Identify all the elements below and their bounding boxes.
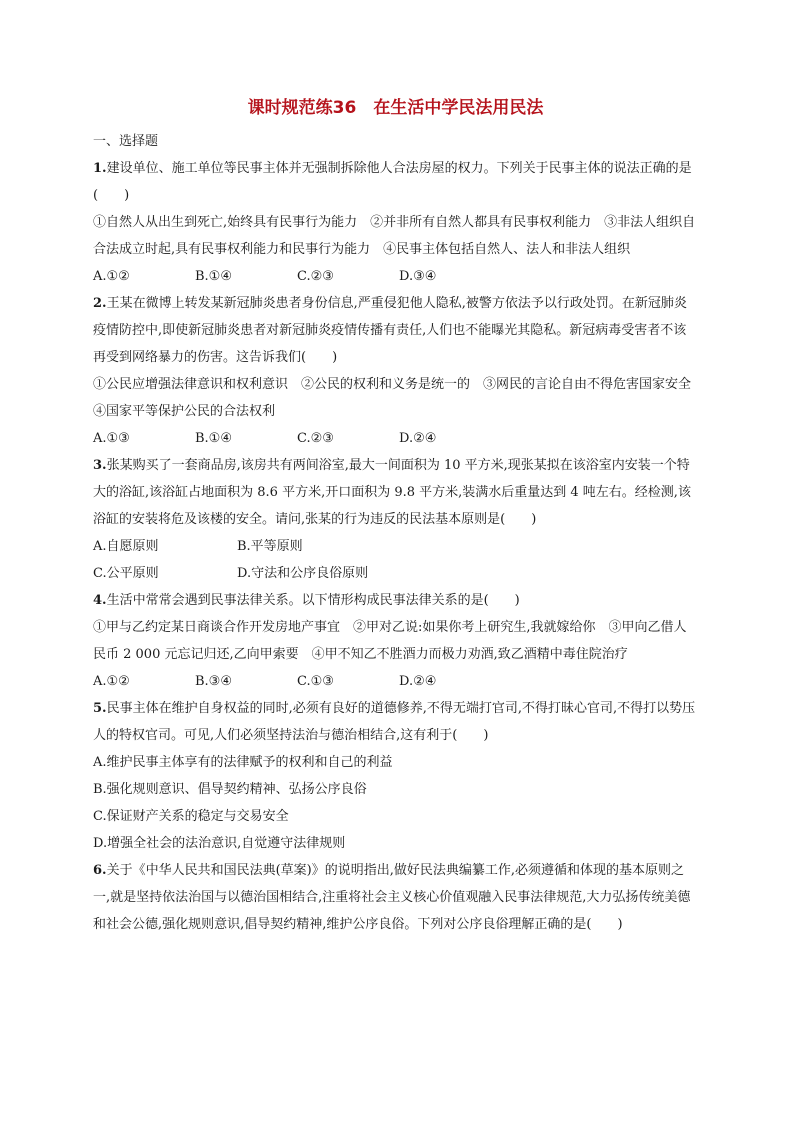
question-statements: ①自然人从出生到死亡,始终具有民事行为能力 ②并非所有自然人都具有民事权利能力 ③非法人组织自合法成立时起,具有民事权利能力和民事行为能力 ④民事主体包括自然人、法人和非法人组织 xyxy=(93,215,696,257)
option-b[interactable]: B.平等原则 xyxy=(237,539,303,554)
question-6 xyxy=(93,857,698,938)
option-c[interactable]: C.①③ xyxy=(297,674,334,689)
question-text: 王某在微博上转发某新冠肺炎患者身份信息,严重侵犯他人隐私,被警方依法予以行政处罚。在新冠肺炎疫情防控中,即使新冠肺炎患者对新冠肺炎疫情传播有责任,人们也不能曝光其隐私。新冠病毒受害者不该再受到网络暴力的伤害。这告诉我们( ) xyxy=(93,296,687,365)
question-number: 3. xyxy=(93,458,107,473)
question-stem xyxy=(93,695,698,749)
option-c[interactable]: C.②③ xyxy=(297,269,334,284)
option-d[interactable]: D.守法和公序良俗原则 xyxy=(237,566,369,581)
question-text: 民事主体在维护自身权益的同时,必须有良好的道德修养,不得无端打官司,不得打昧心官司,不得打以势压人的特权官司。可见,人们必须坚持法治与德治相结合,这有利于( ) xyxy=(93,701,696,743)
option-a[interactable]: A.①③ xyxy=(93,431,130,446)
question-1 xyxy=(93,155,698,290)
document-body xyxy=(93,96,705,938)
question-number: 2. xyxy=(93,296,107,311)
question-2 xyxy=(93,290,705,452)
option-a[interactable]: A.①② xyxy=(93,674,130,689)
option-d[interactable]: D.②④ xyxy=(399,674,437,689)
option-row xyxy=(93,668,698,695)
option-b[interactable]: B.③④ xyxy=(195,674,232,689)
option-c[interactable]: C.②③ xyxy=(297,431,334,446)
question-text: 张某购买了一套商品房,该房共有两间浴室,最大一间面积为 10 平方米,现张某拟在该浴室内安装一个特大的浴缸,该浴缸占地面积为 8.6 平方米,开口面积为 9.8 平方米,装满水后重量达到 4 吨左右。经检测,该浴缸的安装将危及该楼的安全。请问,张某的行为违反的民法基本原则是( ) xyxy=(93,458,691,527)
question-text: 生活中常常会遇到民事法律关系。以下情形构成民事法律关系的是( ) xyxy=(106,593,520,608)
question-stem xyxy=(93,155,698,209)
question-number: 6. xyxy=(93,863,107,878)
question-stem xyxy=(93,857,698,938)
page-title: 课时规范练36 在生活中学民法用民法 xyxy=(247,98,544,118)
option-d[interactable]: D.②④ xyxy=(399,431,437,446)
question-statements: ①甲与乙约定某日商谈合作开发房地产事宜 ②甲对乙说:如果你考上研究生,我就嫁给你 ③甲向乙借人民币 2 000 元忘记归还,乙向甲索要 ④甲不知乙不胜酒力而极力劝酒,致乙酒精中毒住院治疗 xyxy=(93,620,687,662)
question-text: 关于《中华人民共和国民法典(草案)》的说明指出,做好民法典编纂工作,必须遵循和体现的基本原则之一,就是坚持依法治国与以德治国相结合,注重将社会主义核心价值观融入民事法律规范,大力弘扬传统美德和社会公德,强化规则意识,倡导契约精神,维护公序良俗。下列对公序良俗理解正确的是( ) xyxy=(93,863,691,932)
question-stem xyxy=(93,290,698,371)
option-c[interactable]: C.公平原则 xyxy=(93,566,159,581)
question-statements: ①公民应增强法律意识和权利意识 ②公民的权利和义务是统一的 ③网民的言论自由不得危害国家安全 ④国家平等保护公民的合法权利 xyxy=(93,377,705,419)
option-d[interactable]: D.③④ xyxy=(399,269,437,284)
option-b[interactable]: B.①④ xyxy=(195,431,232,446)
question-stem xyxy=(93,452,698,533)
question-number: 5. xyxy=(93,701,107,716)
option-row xyxy=(93,263,698,290)
question-stem xyxy=(93,587,698,614)
question-4 xyxy=(93,587,698,695)
option-b[interactable]: B.①④ xyxy=(195,269,232,284)
question-number: 4. xyxy=(93,593,107,608)
option-row xyxy=(93,425,698,452)
option-a[interactable]: A.维护民事主体享有的法律赋予的权利和自己的利益 xyxy=(93,755,393,770)
question-5 xyxy=(93,695,698,857)
section-heading: 一、选择题 xyxy=(93,134,159,149)
option-a[interactable]: A.①② xyxy=(93,269,130,284)
option-row xyxy=(93,560,698,587)
question-text: 建设单位、施工单位等民事主体并无强制拆除他人合法房屋的权力。下列关于民事主体的说法正确的是( ) xyxy=(93,161,692,203)
question-number: 1. xyxy=(93,161,107,176)
question-3 xyxy=(93,452,698,587)
option-row xyxy=(93,533,698,560)
option-c[interactable]: C.保证财产关系的稳定与交易安全 xyxy=(93,809,289,824)
option-b[interactable]: B.强化规则意识、倡导契约精神、弘扬公序良俗 xyxy=(93,782,367,797)
option-a[interactable]: A.自愿原则 xyxy=(93,539,159,554)
option-d[interactable]: D.增强全社会的法治意识,自觉遵守法律规则 xyxy=(93,836,346,851)
